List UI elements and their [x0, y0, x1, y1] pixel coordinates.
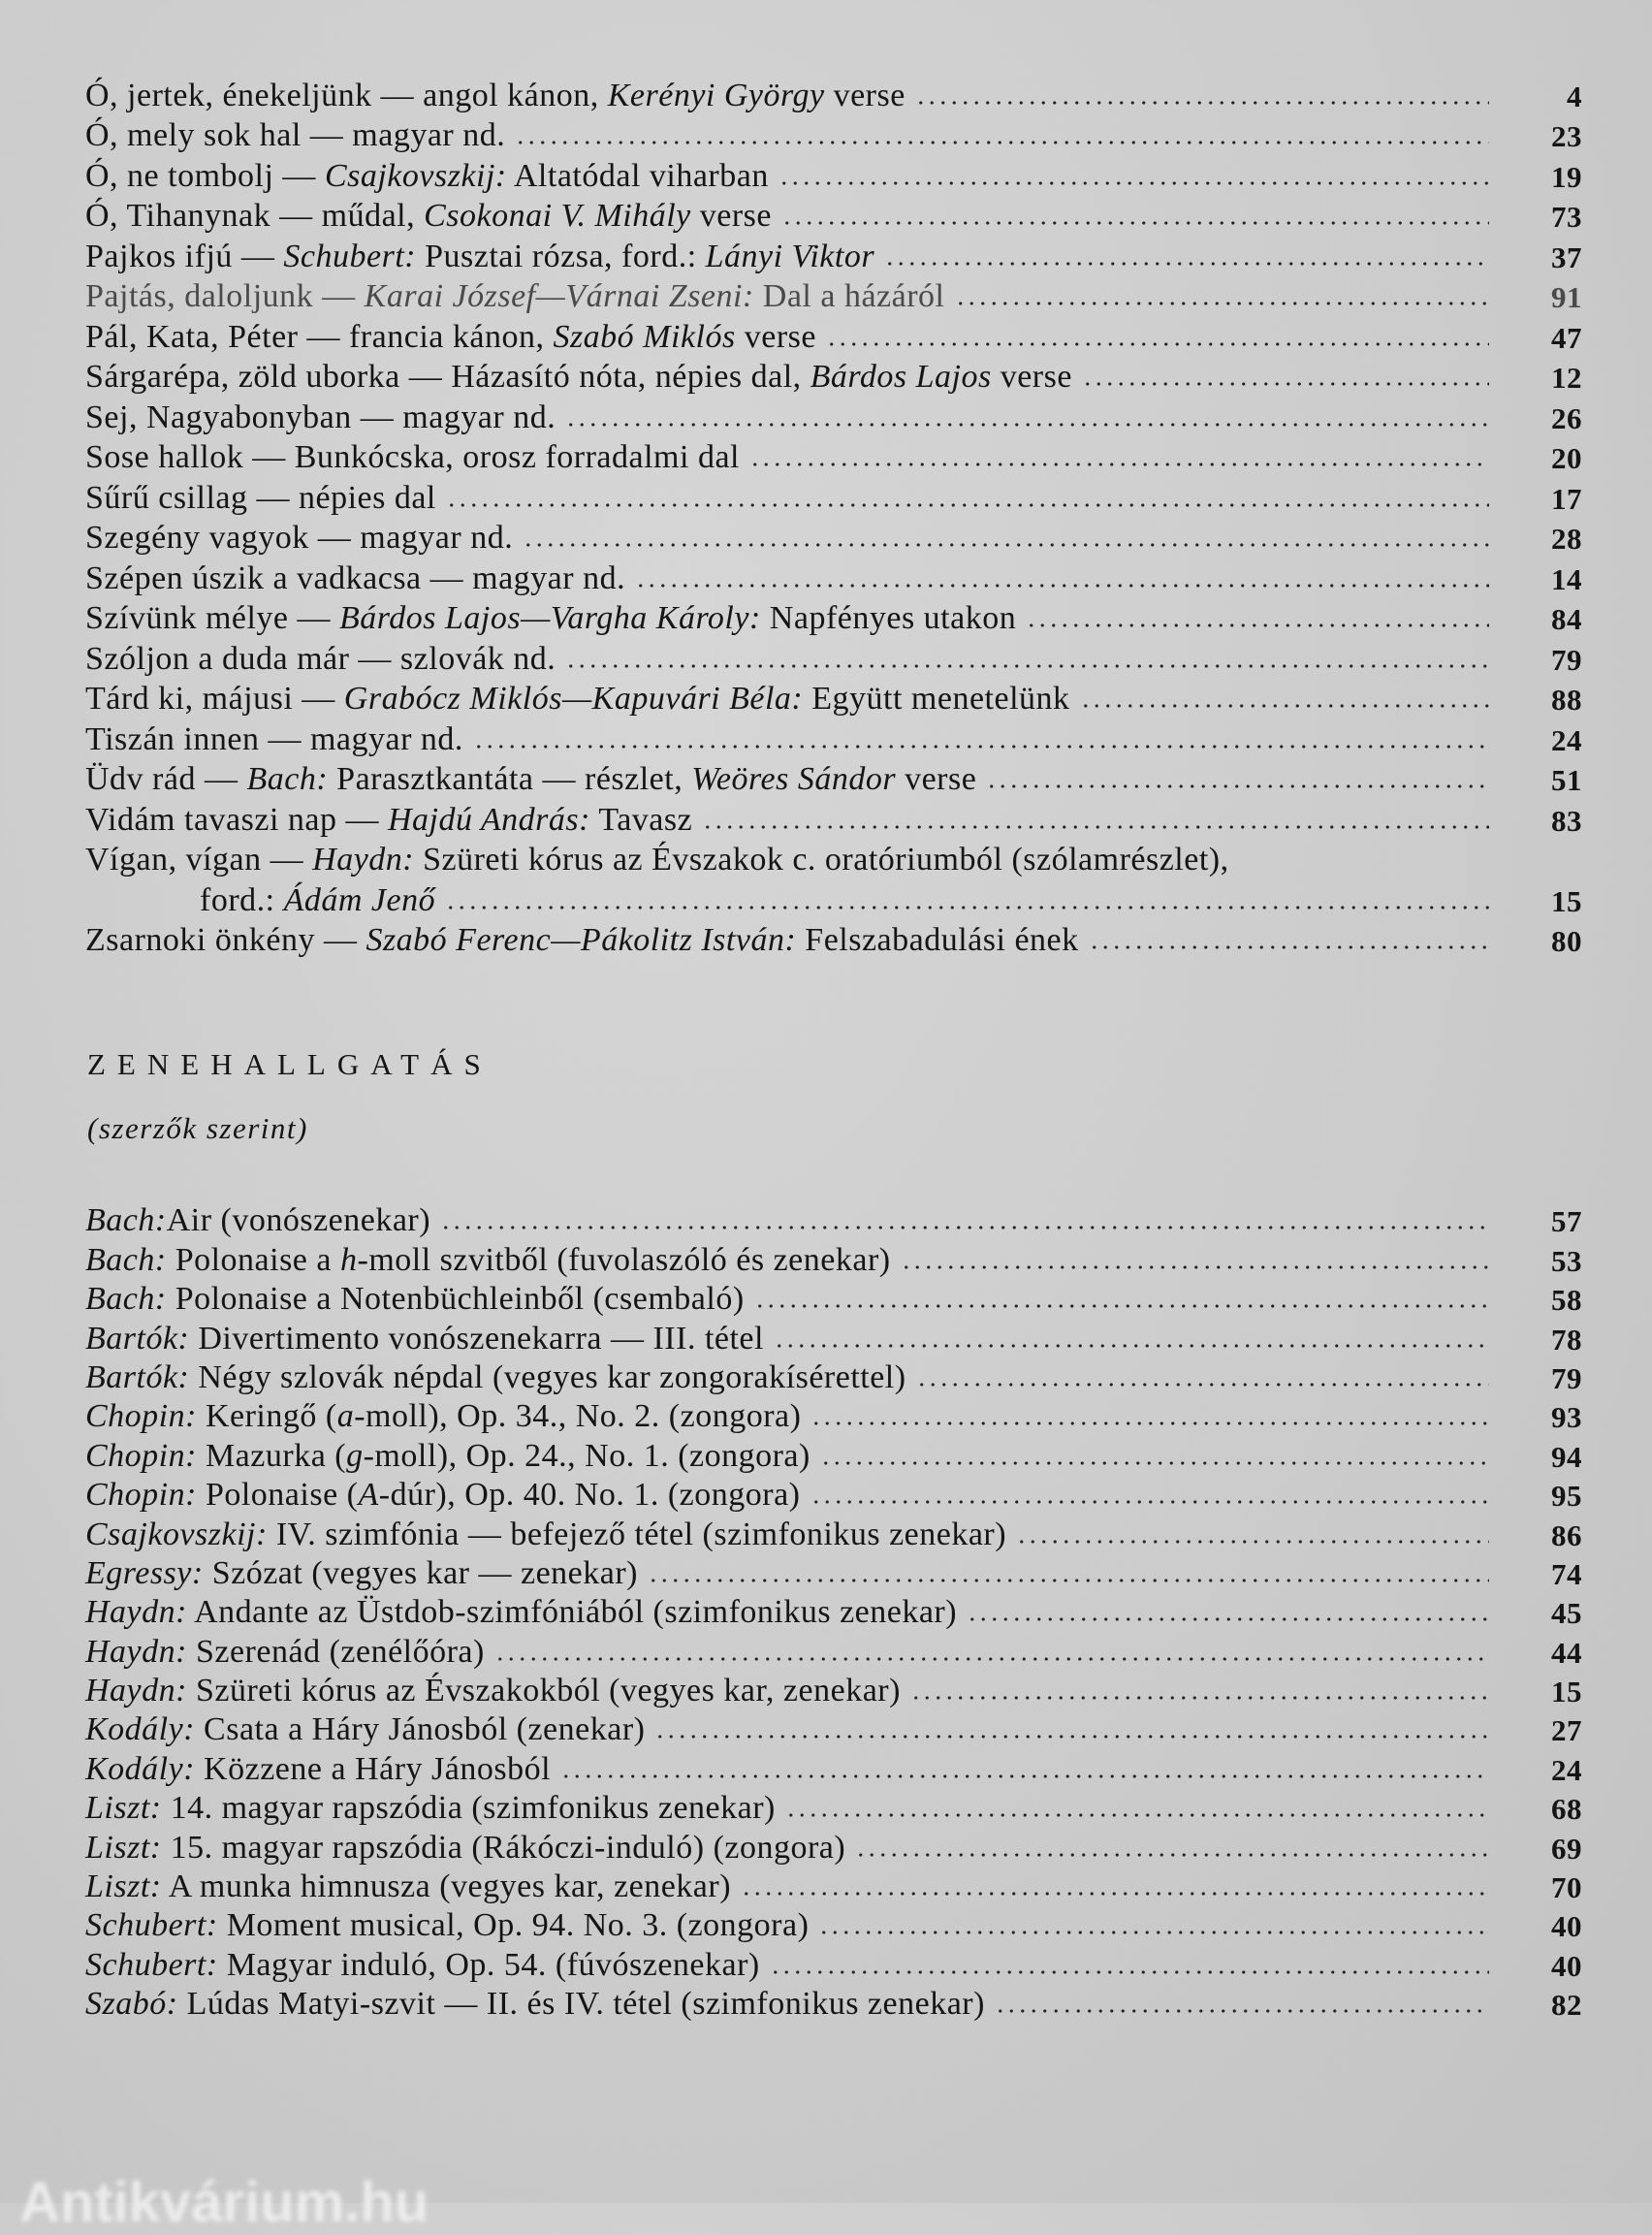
page-number: 37	[1551, 239, 1582, 274]
page-number: 58	[1551, 1283, 1582, 1318]
italic-text: h	[340, 1241, 358, 1278]
italic-text: A	[358, 1477, 379, 1514]
text-segment: Szépen úszik a vadkacsa — magyar nd.	[85, 559, 626, 596]
dot-leader	[901, 1261, 1489, 1270]
page-number: 86	[1551, 1517, 1582, 1552]
index-entry	[85, 919, 1582, 960]
text-segment: Közzene a Háry Jánosból	[195, 1750, 552, 1787]
page-number: 84	[1551, 602, 1582, 636]
text-segment: Pajtás, daloljunk —	[85, 278, 365, 314]
page-number: 82	[1551, 1988, 1582, 2023]
page-number: 40	[1551, 1948, 1582, 1983]
italic-text: Schubert:	[85, 1946, 218, 1983]
page-number: 19	[1551, 159, 1582, 194]
entry-title	[85, 1477, 801, 1514]
section-heading: ZENEHALLGATÁS	[87, 1047, 492, 1081]
entry-title	[85, 359, 1072, 396]
italic-text: Bach:	[85, 1241, 167, 1278]
entry-title	[85, 1594, 957, 1631]
entry-title	[85, 1868, 731, 1905]
page-number: 14	[1551, 561, 1582, 596]
text-segment: Felszabadulási ének	[796, 922, 1079, 958]
entry-title	[85, 1359, 906, 1396]
text-segment: Polonaise a	[166, 1241, 340, 1278]
entry-title	[85, 1517, 1006, 1553]
text-segment: Polonaise a Notenbüchleinből (csembaló)	[166, 1281, 745, 1318]
entry-title	[85, 78, 905, 114]
text-segment: Air (vonószenekar)	[166, 1202, 431, 1239]
page-number: 15	[1551, 883, 1582, 918]
dot-leader	[884, 257, 1489, 267]
entry-title	[85, 1321, 764, 1357]
page-number: 26	[1551, 400, 1582, 435]
dot-leader	[855, 1848, 1489, 1858]
page-number: 73	[1551, 200, 1582, 234]
index-entry	[85, 1827, 1582, 1866]
italic-text: Szabó:	[85, 1986, 178, 2023]
page-number: 70	[1551, 1870, 1582, 1905]
dot-leader	[826, 337, 1489, 347]
entry-title	[85, 681, 1070, 718]
text-segment: Magyar induló, Op. 54. (fúvószenekar)	[217, 1946, 760, 1983]
italic-text: Schubert:	[85, 1907, 218, 1944]
text-segment: Keringő (	[196, 1398, 337, 1435]
text-segment: Szóljon a duda már — szlovák nd.	[85, 640, 556, 677]
italic-text: Kodály:	[85, 1750, 196, 1787]
index-entry	[85, 275, 1582, 316]
dot-leader	[1082, 377, 1489, 387]
italic-text: Weöres Sándor	[691, 761, 897, 797]
dot-leader	[749, 458, 1489, 467]
entry-title	[85, 117, 505, 154]
entry-title	[85, 1281, 745, 1318]
italic-text: Karai József—Várnai Zseni:	[364, 278, 754, 314]
text-segment: Üdv rád —	[85, 761, 247, 797]
index-entry	[85, 476, 1582, 517]
italic-text: Szabó Ferenc—Pákolitz István:	[365, 922, 797, 958]
italic-text: Chopin:	[85, 1437, 197, 1474]
index-entry	[85, 1239, 1582, 1278]
index-entry	[85, 1788, 1582, 1827]
text-segment: verse	[991, 359, 1072, 395]
dot-leader	[818, 1926, 1489, 1935]
dot-leader	[915, 96, 1489, 106]
dot-leader	[774, 1339, 1489, 1349]
index-entry	[85, 396, 1582, 436]
text-segment: Együtt menetelünk	[803, 681, 1070, 717]
entry-title	[85, 1711, 645, 1748]
entry-title	[85, 600, 1016, 637]
italic-text: Haydn:	[85, 1594, 187, 1631]
text-segment: Tiszán innen — magyar nd.	[85, 720, 463, 757]
index-entry-continuation	[85, 878, 1582, 919]
dot-leader	[523, 538, 1489, 548]
text-segment: 14. magyar rapszódia (szimfonikus zenekar)	[161, 1790, 776, 1827]
italic-text: Szabó Miklós	[553, 318, 736, 355]
italic-text: Liszt:	[85, 1790, 162, 1827]
index-entry	[85, 678, 1582, 718]
text-segment: Sűrű csillag — népies dal	[85, 479, 436, 516]
text-segment: Ó, jertek, énekeljünk — angol kánon,	[85, 77, 608, 113]
page-number: 91	[1551, 280, 1582, 314]
index-entry	[85, 356, 1582, 397]
page-number: 51	[1551, 763, 1582, 797]
italic-text: g	[346, 1437, 364, 1474]
page-number: 53	[1551, 1243, 1582, 1278]
index-entry	[85, 758, 1582, 799]
text-segment: Zsarnoki önkény —	[85, 922, 366, 958]
italic-text: Chopin:	[85, 1477, 197, 1514]
index-entry	[85, 1748, 1582, 1787]
italic-text: Chopin:	[85, 1398, 197, 1435]
dot-leader	[910, 1691, 1489, 1701]
italic-text: Bach:	[85, 1281, 167, 1318]
italic-text: Hajdú András:	[387, 801, 590, 838]
text-segment: -dúr), Op. 40. No. 1. (zongora)	[378, 1477, 801, 1514]
dot-leader	[995, 2004, 1489, 2014]
text-segment: Szívünk mélye —	[85, 600, 340, 636]
text-segment: Sose hallok — Bunkócska, orosz forradalmi dal	[85, 439, 740, 475]
italic-text: Bartók:	[85, 1320, 190, 1357]
italic-text: Lányi Viktor	[705, 238, 875, 274]
entry-title	[85, 1907, 809, 1944]
italic-text: Csajkovszkij:	[85, 1516, 268, 1552]
text-segment: Vidám tavaszi nap —	[85, 801, 388, 838]
index-entry	[85, 74, 1582, 114]
dot-leader	[810, 1495, 1489, 1505]
page-number: 69	[1551, 1831, 1582, 1866]
italic-text: Haydn:	[312, 842, 415, 878]
page-number: 40	[1551, 1909, 1582, 1944]
entry-title	[85, 1634, 485, 1671]
text-segment: Ó, mely sok hal — magyar nd.	[85, 117, 506, 153]
italic-text: Bartók:	[85, 1358, 190, 1395]
text-segment: -moll), Op. 24., No. 1. (zongora)	[363, 1437, 810, 1474]
dot-leader	[515, 136, 1489, 145]
index-entry	[85, 637, 1582, 678]
text-segment: Mazurka (	[196, 1437, 347, 1474]
text-segment: Altatódal viharban	[506, 157, 769, 194]
dot-leader	[741, 1887, 1489, 1897]
text-segment: IV. szimfónia — befejező tétel (szimfonikus zenekar)	[267, 1516, 1007, 1552]
text-segment: Sej, Nagyabonyban — magyar nd.	[85, 399, 556, 435]
index-entry	[85, 1279, 1582, 1318]
page-number: 20	[1551, 441, 1582, 475]
dot-leader	[778, 176, 1489, 186]
text-segment: verse	[690, 198, 773, 234]
dot-leader	[810, 1417, 1489, 1426]
italic-text: Haydn:	[85, 1633, 187, 1670]
index-entry	[85, 1514, 1582, 1552]
text-segment: verse	[896, 761, 977, 797]
index-entry	[85, 235, 1582, 275]
text-segment: -moll szvitből (fuvolaszóló és zenekar)	[357, 1241, 891, 1278]
index-entry	[85, 839, 1582, 879]
page-number: 4	[1567, 79, 1582, 113]
dot-leader	[565, 659, 1489, 669]
index-entry	[85, 1475, 1582, 1514]
index-entry	[85, 1944, 1582, 1983]
index-entry	[85, 1631, 1582, 1670]
entry-title	[85, 1438, 810, 1475]
entry-title	[85, 721, 463, 758]
dot-leader	[1080, 699, 1489, 709]
entry-title	[85, 480, 436, 517]
text-segment: verse	[735, 318, 816, 355]
dot-leader	[560, 1770, 1489, 1779]
text-segment: ford.:	[200, 881, 284, 918]
music-listening-index-list	[85, 1200, 1582, 2023]
entry-title	[85, 198, 772, 235]
dot-leader	[635, 579, 1489, 589]
text-segment: Polonaise (	[196, 1477, 359, 1514]
dot-leader	[494, 1652, 1489, 1662]
text-segment: verse	[824, 77, 905, 113]
page-number: 79	[1551, 642, 1582, 677]
italic-text: Liszt:	[85, 1829, 162, 1866]
page-number: 57	[1551, 1204, 1582, 1239]
page-number: 15	[1551, 1675, 1582, 1709]
entry-title	[85, 922, 1079, 959]
dot-leader	[1016, 1535, 1489, 1545]
text-segment: Andante az Üstdob-szimfóniából (szimfonikus zenekar)	[186, 1594, 958, 1631]
dot-leader	[440, 1221, 1489, 1230]
page-number: 78	[1551, 1322, 1582, 1357]
index-entry	[85, 1905, 1582, 1944]
text-segment: -moll), Op. 34., No. 2. (zongora)	[354, 1398, 802, 1435]
dot-leader	[986, 780, 1489, 789]
italic-text: Kodály:	[85, 1711, 196, 1748]
index-entry	[85, 315, 1582, 356]
italic-text: Csokonai V. Mihály	[424, 198, 691, 234]
index-entry	[85, 1435, 1582, 1474]
text-segment: Szegény vagyok — magyar nd.	[85, 520, 514, 556]
text-segment: Pusztai rózsa, ford.:	[416, 238, 706, 274]
page-number: 24	[1551, 1752, 1582, 1787]
text-segment: Moment musical, Op. 94. No. 3. (zongora)	[217, 1907, 810, 1944]
text-segment: 15. magyar rapszódia (Rákóczi-induló) (zongora)	[161, 1829, 846, 1866]
entry-title	[85, 1202, 430, 1239]
text-segment: Vígan, vígan —	[85, 842, 313, 878]
entry-title	[85, 560, 625, 597]
page-number: 45	[1551, 1596, 1582, 1631]
text-segment: Szüreti kórus az Évszakok c. oratóriumból (szólamrészlet),	[414, 842, 1229, 878]
entry-title	[85, 239, 874, 275]
text-segment: Csata a Háry Jánosból (zenekar)	[195, 1711, 646, 1748]
page-number: 74	[1551, 1556, 1582, 1591]
italic-text: Liszt:	[85, 1868, 162, 1905]
index-entry	[85, 517, 1582, 558]
dot-leader	[754, 1299, 1489, 1309]
dot-leader	[770, 1965, 1489, 1975]
entry-title	[85, 439, 740, 476]
entry-title	[85, 842, 1229, 878]
page-number: 28	[1551, 522, 1582, 556]
text-segment: Dal a házáról	[753, 278, 945, 314]
index-entry	[85, 557, 1582, 597]
dot-leader	[967, 1612, 1489, 1622]
dot-leader	[916, 1378, 1489, 1388]
watermark: Antikvárium.hu	[19, 2171, 429, 2234]
text-segment: Pál, Kata, Péter — francia kánon,	[85, 318, 554, 355]
text-segment: A munka himnusza (vegyes kar, zenekar)	[161, 1868, 732, 1905]
page-number: 17	[1551, 481, 1582, 516]
entry-title	[85, 802, 692, 839]
dot-leader	[648, 1574, 1489, 1583]
italic-text: Kerényi György	[607, 77, 825, 113]
index-entry	[85, 597, 1582, 638]
page-number: 79	[1551, 1360, 1582, 1395]
index-entry	[85, 1984, 1582, 2023]
entry-title	[85, 1242, 891, 1279]
song-index-list	[85, 74, 1582, 959]
index-entry	[85, 1867, 1582, 1905]
italic-text: Csajkovszkij:	[324, 157, 507, 194]
italic-text: Ádám Jenő	[283, 881, 436, 918]
index-entry	[85, 1200, 1582, 1239]
page-number: 88	[1551, 683, 1582, 717]
index-entry	[85, 1709, 1582, 1748]
dot-leader	[445, 901, 1489, 910]
text-segment: Tavasz	[589, 801, 693, 838]
italic-text: Bárdos Lajos—Vargha Károly:	[339, 600, 761, 636]
index-entry	[85, 1357, 1582, 1396]
index-entry	[85, 1396, 1582, 1435]
text-segment: Lúdas Matyi-szvit — II. és IV. tétel (szimfonikus zenekar)	[177, 1986, 985, 2023]
dot-leader	[446, 498, 1489, 508]
index-entry	[85, 436, 1582, 477]
index-entry	[85, 114, 1582, 155]
page-number: 27	[1551, 1713, 1582, 1748]
italic-text: Bach:	[246, 761, 329, 797]
text-segment: Parasztkantáta — részlet,	[328, 761, 692, 797]
dot-leader	[565, 418, 1489, 428]
dot-leader	[820, 1456, 1489, 1466]
index-entry	[85, 718, 1582, 758]
entry-title	[85, 399, 556, 436]
index-entry	[85, 154, 1582, 195]
entry-title	[85, 1790, 776, 1827]
entry-title	[85, 1673, 901, 1709]
entry-title	[85, 761, 976, 798]
text-segment: Ó, ne tombolj —	[85, 157, 325, 194]
text-segment: Divertimento vonószenekarra — III. tétel	[189, 1320, 764, 1357]
italic-text: Grabócz Miklós—Kapuvári Béla:	[343, 681, 804, 717]
page-number: 95	[1551, 1479, 1582, 1514]
entry-title	[85, 1947, 760, 1984]
text-segment: Szüreti kórus az Évszakokból (vegyes kar, zenekar)	[186, 1673, 901, 1709]
italic-text: a	[336, 1398, 355, 1435]
entry-title-continuation	[200, 882, 435, 919]
entry-title	[85, 641, 556, 678]
index-entry	[85, 195, 1582, 236]
page-number: 80	[1551, 924, 1582, 958]
dot-leader	[473, 740, 1489, 750]
text-segment: Napfényes utakon	[760, 600, 1017, 636]
index-entry	[85, 1553, 1582, 1592]
italic-text: Bach:	[85, 1202, 167, 1239]
text-segment: Négy szlovák népdal (vegyes kar zongorakísérettel)	[189, 1358, 906, 1395]
text-segment: Szerenád (zenélőóra)	[186, 1633, 485, 1670]
text-segment: Tárd ki, májusi —	[85, 681, 344, 717]
index-entry	[85, 1671, 1582, 1709]
entry-title	[85, 1830, 845, 1867]
italic-text: Egressy:	[85, 1554, 204, 1591]
page-number: 94	[1551, 1439, 1582, 1474]
entry-title	[85, 319, 816, 356]
page-number: 93	[1551, 1400, 1582, 1435]
index-entry	[85, 1592, 1582, 1631]
italic-text: Haydn:	[85, 1673, 187, 1709]
index-entry	[85, 1318, 1582, 1357]
text-segment: Szózat (vegyes kar — zenekar)	[203, 1554, 639, 1591]
entry-title	[85, 1986, 985, 2023]
page-number: 68	[1551, 1792, 1582, 1827]
page-number: 24	[1551, 722, 1582, 757]
dot-leader	[955, 297, 1489, 306]
page-number: 23	[1551, 119, 1582, 153]
italic-text: Bárdos Lajos	[810, 359, 992, 395]
dot-leader	[1089, 941, 1489, 950]
entry-title	[85, 1555, 638, 1592]
entry-title	[85, 520, 513, 557]
italic-text: Schubert:	[283, 238, 417, 274]
page-number: 47	[1551, 320, 1582, 355]
entry-title	[85, 1398, 801, 1435]
text-segment: Ó, Tihanynak — műdal,	[85, 198, 425, 234]
page-number: 83	[1551, 803, 1582, 838]
dot-leader	[1026, 619, 1489, 628]
page-number: 12	[1551, 361, 1582, 395]
text-segment: Pajkos ifjú —	[85, 238, 284, 274]
entry-title	[85, 278, 945, 315]
text-segment: Sárgarépa, zöld uborka — Házasító nóta, népies dal,	[85, 359, 810, 395]
dot-leader	[654, 1730, 1489, 1740]
entry-title	[85, 158, 769, 195]
dot-leader	[781, 216, 1489, 226]
entry-title	[85, 1751, 551, 1788]
page-number: 44	[1551, 1635, 1582, 1670]
dot-leader	[702, 820, 1489, 830]
section-subheading: (szerzők szerint)	[87, 1111, 308, 1145]
dot-leader	[785, 1808, 1489, 1818]
index-entry	[85, 798, 1582, 839]
